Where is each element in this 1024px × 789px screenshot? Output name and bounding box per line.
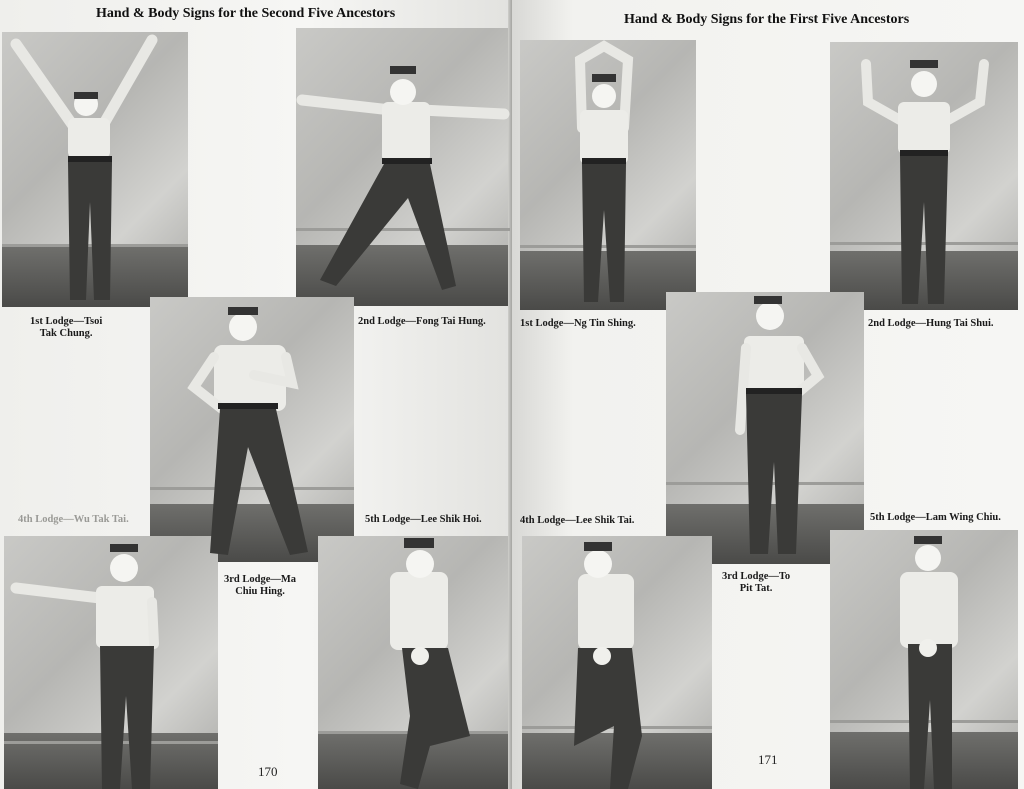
caption-left-lodge-1 bbox=[30, 316, 102, 340]
figure-arms-bent-up bbox=[830, 42, 1018, 310]
caption-line: Chiu Hing. bbox=[235, 586, 285, 597]
caption-left-lodge-5: 5th Lodge—Lee Shik Hoi. bbox=[365, 514, 482, 525]
photo-lodge-4-first bbox=[666, 292, 864, 564]
photo-lodge-3-second-left bbox=[4, 536, 218, 789]
caption-right-lodge-1: 1st Lodge—Ng Tin Shing. bbox=[520, 318, 636, 329]
left-page-title: Hand & Body Signs for the Second Five Ancestors bbox=[96, 6, 396, 21]
photo-lodge-2-first bbox=[830, 42, 1018, 310]
figure-hand-on-hip bbox=[666, 292, 864, 564]
photo-lodge-5-first bbox=[830, 530, 1018, 789]
figure-crossed-legs bbox=[522, 536, 712, 789]
photo-lodge-4-second bbox=[150, 297, 354, 562]
figure-hands-clasped bbox=[830, 530, 1018, 789]
caption-line: 3rd Lodge—Ma bbox=[224, 574, 297, 585]
figure-arm-extended-left bbox=[4, 536, 218, 789]
caption-line: 3rd Lodge—To bbox=[722, 571, 791, 582]
right-page bbox=[512, 0, 1024, 789]
figure-arms-raised-v bbox=[2, 32, 188, 307]
figure-crossed-legs bbox=[318, 536, 508, 789]
caption-left-lodge-3 bbox=[224, 574, 296, 598]
page-number-right: 171 bbox=[758, 752, 778, 767]
photo-lodge-1-second bbox=[2, 32, 188, 307]
caption-left-lodge-4: 4th Lodge—Wu Tak Tai. bbox=[18, 514, 129, 525]
caption-right-lodge-3 bbox=[722, 571, 790, 595]
caption-right-lodge-2: 2nd Lodge—Hung Tai Shui. bbox=[868, 318, 994, 329]
caption-right-lodge-4: 4th Lodge—Lee Shik Tai. bbox=[520, 515, 635, 526]
page-number-left: 170 bbox=[258, 764, 278, 779]
figure-hands-on-hips bbox=[150, 297, 354, 562]
photo-lodge-3-first-left bbox=[522, 536, 712, 789]
figure-arms-outstretched bbox=[296, 28, 510, 306]
caption-line: 1st Lodge—Tsoi bbox=[30, 316, 103, 327]
photo-lodge-5-second bbox=[318, 536, 508, 789]
photo-lodge-1-first bbox=[520, 40, 696, 310]
right-page-title: Hand & Body Signs for the First Five Ancestors bbox=[624, 12, 910, 27]
caption-line: Tak Chung. bbox=[39, 328, 93, 339]
figure-hands-over-head bbox=[520, 40, 696, 310]
photo-lodge-2-second bbox=[296, 28, 510, 306]
caption-right-lodge-5: 5th Lodge—Lam Wing Chiu. bbox=[870, 512, 1001, 523]
caption-left-lodge-2: 2nd Lodge—Fong Tai Hung. bbox=[358, 316, 486, 327]
caption-line: Pit Tat. bbox=[739, 583, 773, 594]
